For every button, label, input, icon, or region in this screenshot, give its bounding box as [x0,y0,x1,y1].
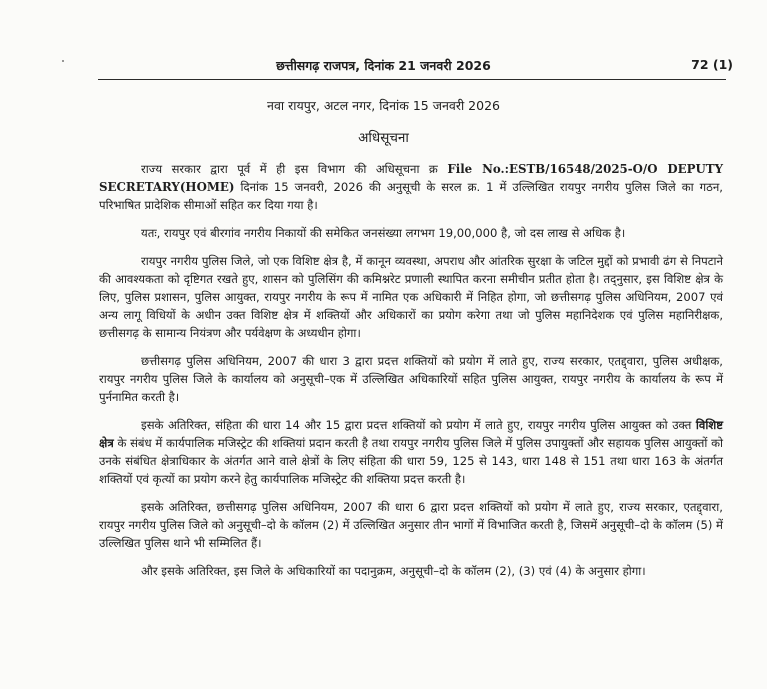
paragraph-3: रायपुर नगरीय पुलिस जिले, जो एक विशिष्ट क्षेत्र है, में कानून व्यवस्था, अपराध और आंतरिक सुरक्षा के जटिल मुद्दों को प्रभावी ढंग से निपटाने की आवश्यकता को दृष्टिगत रखते हुए, शासन को पुलिसिंग की कमिश्नरेट प्रणाली स्थापित करना समीचीन प्रतीत होता है। तद्नुसार, इस विशिष्ट क्षेत्र के लिए, पुलिस प्रशासन, पुलिस आयुक्त, रायपुर नगरीय के रूप में नामित एक अधिकारी में निहित होगा, जो छत्तीसगढ़ पुलिस अधिनियम, 2007 एवं अन्य लागू विधियों के अधीन उक्त विशिष्ट क्षेत्र में शक्तियों और अधिकारों का प्रयोग करेगा तथा जो पुलिस महानिदेशक एवं पुलिस महानिरीक्षक, छत्तीसगढ़ के सामान्य नियंत्रण और पर्यवेक्षण के अध्यधीन होगा। [99,254,723,340]
notice-body [99,160,723,590]
paragraph-7: और इसके अतिरिक्त, इस जिले के अधिकारियों का पदानुक्रम, अनुसूची–दो के कॉलम (2), (3) एवं (4) के अनुसार होगा। [141,564,646,578]
file-reference: File No.:ESTB/16548/2025-O/O DEPUTY SECRETARY(HOME) [99,162,724,194]
para5-text-before: इसके अतिरिक्त, संहिता की धारा 14 और 15 द्वारा प्रदत्त शक्तियों को प्रयोग में लाते हुए, रायपुर नगरीय पुलिस आयुक्त को उक्त [141,418,692,432]
special-area-term: विशिष्ट क्षेत्र [99,418,723,450]
page-number: 72 (1) [691,57,733,72]
notice-title: अधिसूचना [358,130,409,146]
paragraph-2: यतः, रायपुर एवं बीरगांव नगरीय निकायों की समेकित जनसंख्या लगभग 19,00,000 है, जो दस लाख से अधिक है। [141,226,626,240]
paragraph-4: छत्तीसगढ़ पुलिस अधिनियम, 2007 की धारा 3 द्वारा प्रदत्त शक्तियों को प्रयोग में लाते हुए, राज्य सरकार, एतद्द्वारा, पुलिस अधीक्षक, रायपुर नगरीय पुलिस जिले के कार्यालय को अनुसूची–एक में उल्लिखित अधिकारियों सहित पुलिस आयुक्त, रायपुर नगरीय के कार्यालय के रूप में पुर्ननामित करती है। [99,354,723,404]
paragraph-6: इसके अतिरिक्त, छत्तीसगढ़ पुलिस अधिनियम, 2007 की धारा 6 द्वारा प्रदत्त शक्तियों को प्रयोग में लाते हुए, राज्य सरकार, एतद्द्वारा, रायपुर नगरीय पुलिस जिले को अनुसूची–दो के कॉलम (2) में उल्लिखित अनुसार तीन भागों में विभाजित करती है, जिसमें अनुसूची–दो के कॉलम (5) में उल्लिखित पुलिस थाने भी सम्मिलित हैं। [99,500,723,550]
para1-text-after: दिनांक 15 जनवरी, 2026 की अनुसूची के सरल क्र. 1 में उल्लिखित रायपुर नगरीय पुलिस जिले का गठन, परिभाषित प्रादेशिक सीमाओं सहित कर दिया गया है। [99,180,723,212]
paragraph-5 [99,416,723,488]
para5-text-after: के संबंध में कार्यपालिक मजिस्ट्रेट की शक्तियां प्रदान करती है तथा रायपुर नगरीय पुलिस जिले में पुलिस उपायुक्तों और सहायक पुलिस आयुक्तों को उनके संबंधित क्षेत्राधिकार के अंतर्गत आने वाले क्षेत्रों के लिए संहिता की धारा 59, 125 से 143, धारा 148 से 151 तथा धारा 163 के अंतर्गत शक्तियों एवं कृत्यों का प्रयोग करने हेतु कार्यपालिक मजिस्ट्रेट की शक्तिया प्रदत्त करती है। [99,436,724,486]
header-rule [98,79,726,80]
gazette-header-title: छत्तीसगढ़ राजपत्र, दिनांक 21 जनवरी 2026 [276,58,491,73]
paragraph-1 [99,160,723,214]
para1-text-before: राज्य सरकार द्वारा पूर्व में ही इस विभाग की अधिसूचना क्र [141,162,438,176]
place-date-line: नवा रायपुर, अटल नगर, दिनांक 15 जनवरी 2026 [267,98,500,113]
